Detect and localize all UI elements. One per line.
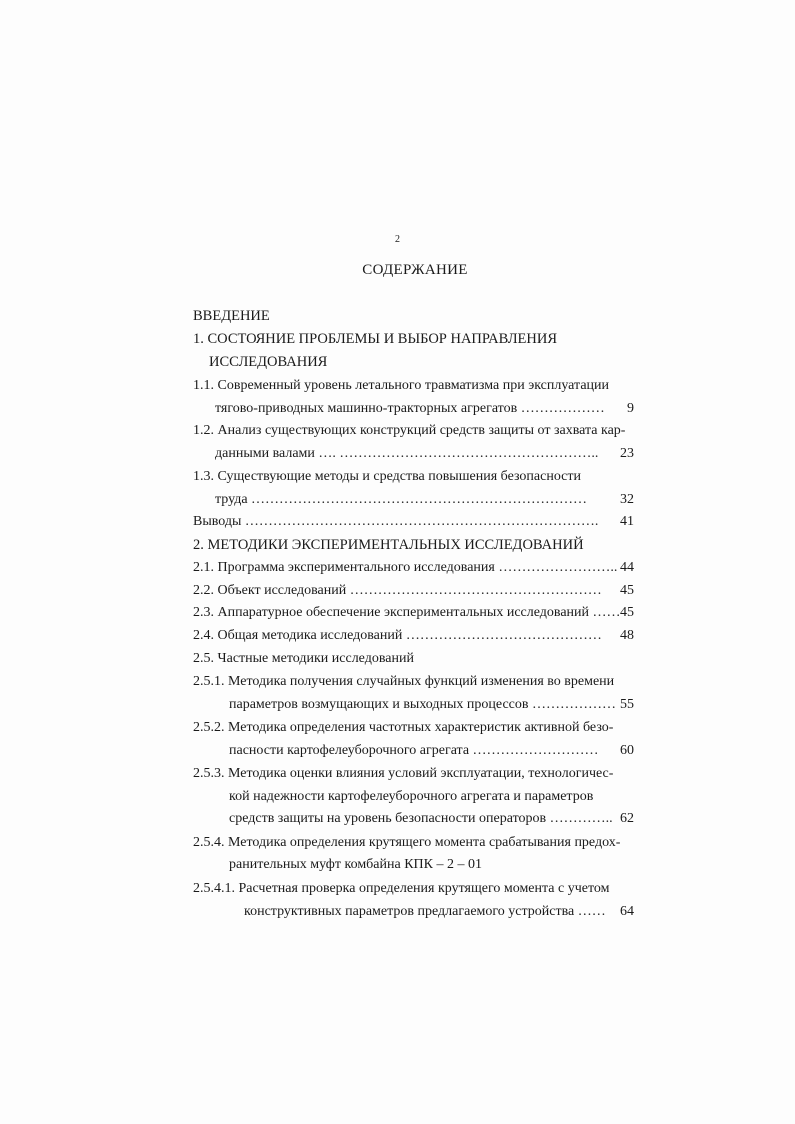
toc-page-2-5-3: 62: [620, 811, 634, 826]
toc-entry-2-2: 2.2. Объект исследований ………………………………………………: [193, 583, 602, 598]
toc-entry-1-3-line1: 1.3. Существующие методы и средства повышения безопасности: [193, 469, 581, 484]
toc-entry-1-line1: 1. СОСТОЯНИЕ ПРОБЛЕМЫ И ВЫБОР НАПРАВЛЕНИЯ: [193, 331, 558, 347]
page-title: СОДЕРЖАНИЕ: [362, 262, 468, 278]
toc-entry-2-5-1-line2: параметров возмущающих и выходных процессов ………………: [229, 697, 617, 712]
toc-page-2-5-4-1: 64: [620, 904, 634, 919]
toc-page-1-2: 23: [620, 446, 634, 461]
toc-page-2-1: 44: [620, 560, 634, 575]
toc-page-1-1: 9: [627, 401, 634, 416]
toc-entry-1-3-line2: труда ………………………………………………………………: [215, 492, 588, 507]
toc-entry-2-5-2-line2: пасности картофелеуборочного агрегата ………………………: [229, 743, 599, 758]
toc-entry-1-line2: ИССЛЕДОВАНИЯ: [209, 354, 328, 370]
toc-entry-2-5-4-1-line2: конструктивных параметров предлагаемого устройства ……: [244, 904, 606, 919]
toc-page-1-3: 32: [620, 492, 634, 507]
toc-page-conclusions: 41: [620, 514, 634, 529]
toc-entry-2: 2. МЕТОДИКИ ЭКСПЕРИМЕНТАЛЬНЫХ ИССЛЕДОВАНИЙ: [193, 537, 584, 553]
toc-entry-2-1: 2.1. Программа экспериментального исследования ……………………..: [193, 560, 618, 575]
toc-entry-1-1-line2: тягово-приводных машинно-тракторных агрегатов ………………: [215, 401, 605, 416]
toc-entry-1-2-line1: 1.2. Анализ существующих конструкций средств защиты от захвата кар-: [193, 423, 626, 438]
toc-entry-2-5-3-line1: 2.5.3. Методика оценки влияния условий эксплуатации, технологичес-: [193, 766, 614, 781]
toc-entry-2-5-3-line3: средств защиты на уровень безопасности операторов …………..: [229, 811, 613, 826]
toc-entry-intro: ВВЕДЕНИЕ: [193, 308, 270, 324]
toc-page-2-4: 48: [620, 628, 634, 643]
toc-entry-2-4: 2.4. Общая методика исследований ……………………………………: [193, 628, 602, 643]
toc-entry-2-5-3-line2: кой надежности картофелеуборочного агрегата и параметров: [229, 789, 594, 804]
toc-entry-conclusions: Выводы ………………………………………………………………….: [193, 514, 599, 529]
toc-entry-2-3: 2.3. Аппаратурное обеспечение экспериментальных исследований ……: [193, 605, 621, 620]
page-number: 2: [395, 234, 400, 245]
toc-entry-2-5-2-line1: 2.5.2. Методика определения частотных характеристик активной безо-: [193, 720, 614, 735]
toc-entry-1-2-line2: данными валами …. ………………………………………………..: [215, 446, 599, 461]
toc-entry-1-1-line1: 1.1. Современный уровень летального травматизма при эксплуатации: [193, 378, 610, 393]
toc-page-2-5-1: 55: [620, 697, 634, 712]
toc-entry-2-5-1-line1: 2.5.1. Методика получения случайных функций изменения во времени: [193, 674, 615, 689]
toc-page-2-2: 45: [620, 583, 634, 598]
toc-entry-2-5-4-line1: 2.5.4. Методика определения крутящего момента срабатывания предох-: [193, 835, 621, 850]
toc-page-2-3: 45: [620, 605, 634, 620]
toc-entry-2-5-4-1-line1: 2.5.4.1. Расчетная проверка определения крутящего момента с учетом: [193, 881, 610, 896]
toc-entry-2-5: 2.5. Частные методики исследований: [193, 651, 414, 666]
toc-entry-2-5-4-line2: ранительных муфт комбайна КПК – 2 – 01: [229, 857, 483, 872]
toc-page-2-5-2: 60: [620, 743, 634, 758]
